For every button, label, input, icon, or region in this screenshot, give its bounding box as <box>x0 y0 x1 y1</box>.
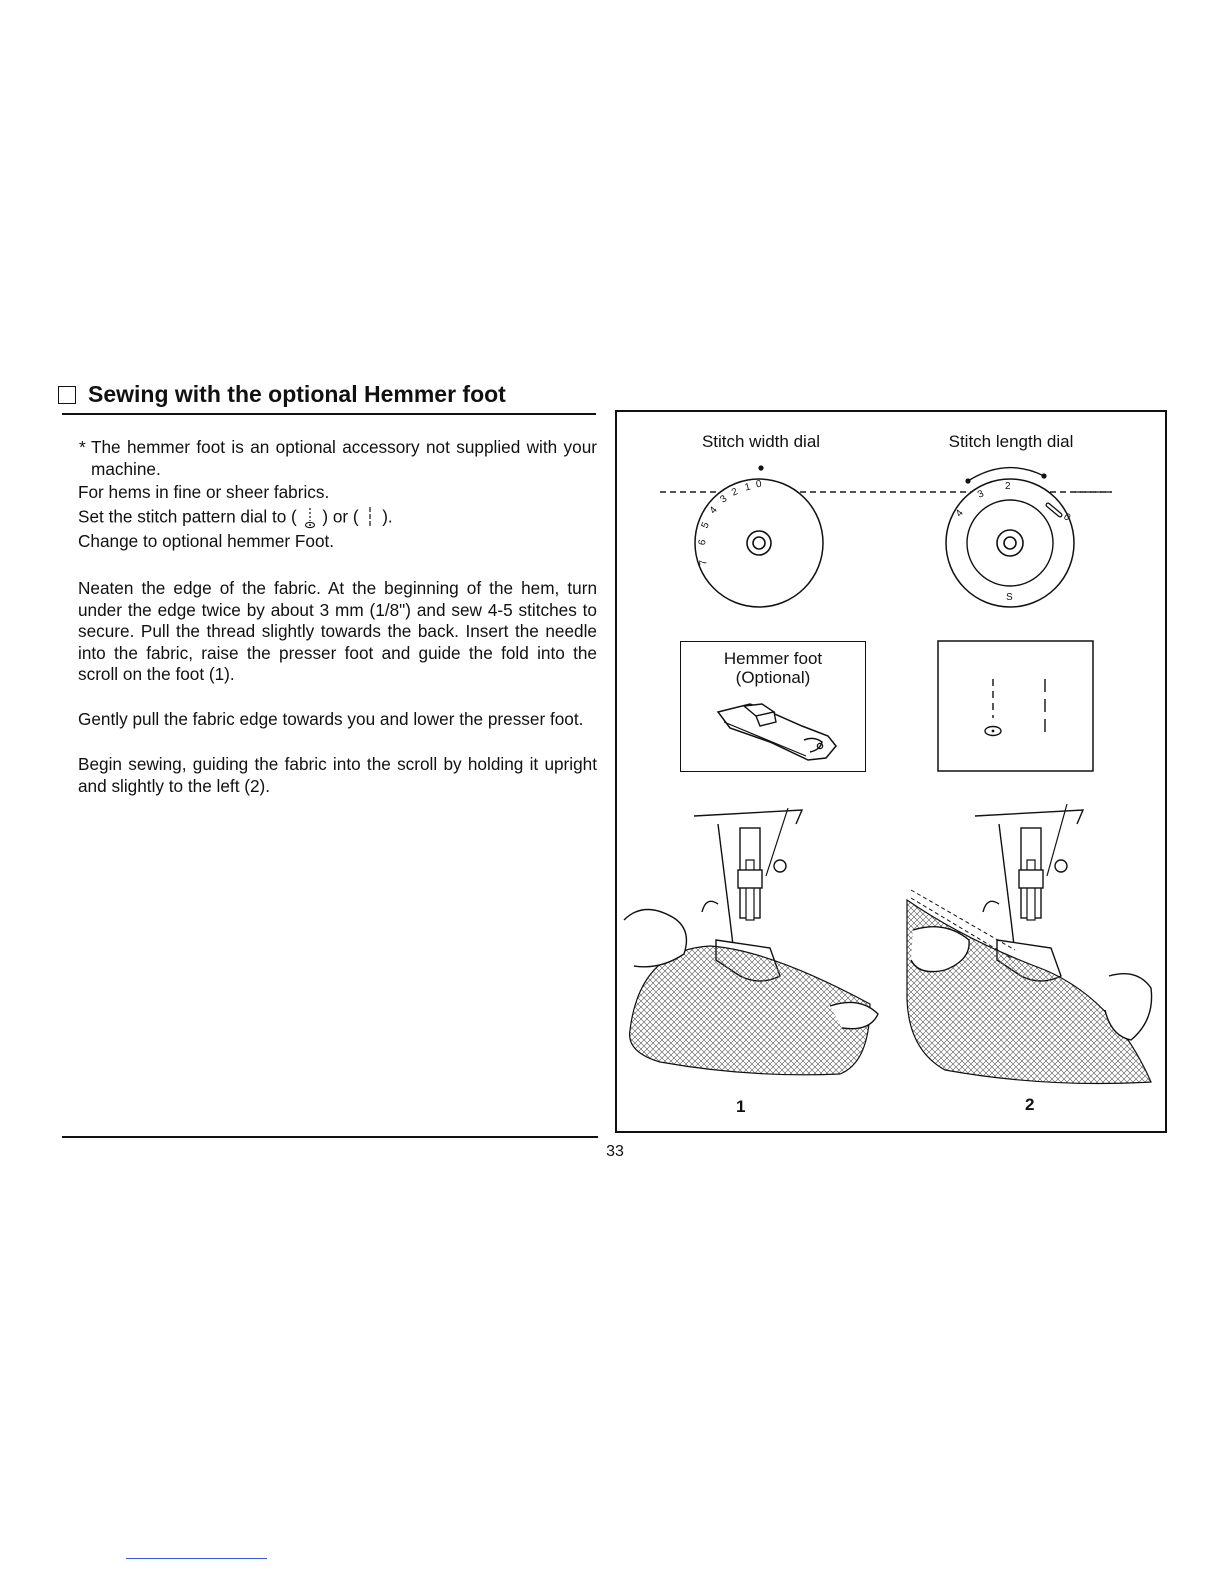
width-dial-mark: 2 <box>730 486 740 499</box>
section-title: Sewing with the optional Hemmer foot <box>88 381 506 407</box>
fabrics-line: For hems in fine or sheer fabrics. <box>78 482 330 502</box>
bottom-rule <box>62 1136 598 1138</box>
stitch-pattern-suffix: ). <box>382 506 393 527</box>
note-asterisk: * <box>79 437 86 457</box>
length-dial-mark: 0 <box>1061 511 1073 524</box>
step-2-number: 2 <box>1025 1095 1035 1114</box>
width-dial-mark: 5 <box>699 520 712 531</box>
neaten-paragraph: Neaten the edge of the fabric. At the beginning of the hem, turn under the edge twice by about 3 mm (1/8") and sew 4-5 stitches to secure. Pull the thread slightly towards the back. Insert the needle into the fabric, raise the presser foot and guide the fold into the scroll on the foot (1). <box>78 578 597 684</box>
length-dial-mark: 3 <box>975 488 986 501</box>
width-dial-mark: 7 <box>698 559 710 566</box>
pull-fabric-paragraph: Gently pull the fabric edge towards you and lower the presser foot. <box>78 709 584 729</box>
width-dial-mark: 1 <box>743 481 752 494</box>
dashed-stitch-buttonhole-icon <box>304 506 316 530</box>
bottom-divider <box>126 1558 267 1559</box>
width-dial-mark: 3 <box>718 493 730 506</box>
stitch-pattern-mid: ) or ( <box>322 506 359 527</box>
stitch-pattern-prefix: Set the stitch pattern dial to ( <box>78 506 297 527</box>
stitch-width-dial-label: Stitch width dial <box>701 432 821 451</box>
step-1-number: 1 <box>736 1097 746 1116</box>
stitch-pattern-line <box>78 506 393 530</box>
hemmer-foot-label: Hemmer foot <box>723 649 823 668</box>
width-dial-mark: 4 <box>707 504 720 517</box>
stitch-length-dial-label: Stitch length dial <box>948 432 1074 451</box>
page-number: 33 <box>606 1143 624 1160</box>
width-dial-mark: 0 <box>755 478 763 491</box>
optional-accessory-note: The hemmer foot is an optional accessory not supplied with your machine. <box>91 437 597 479</box>
heading-checkbox-icon <box>58 386 76 404</box>
change-foot-line: Change to optional hemmer Foot. <box>78 531 335 551</box>
length-dial-mark: S <box>1006 592 1013 603</box>
heading-rule <box>62 413 596 415</box>
length-dial-mark: 2 <box>1005 481 1011 492</box>
hemmer-foot-icon <box>710 700 840 766</box>
step-2-illustration <box>905 800 1160 1090</box>
begin-sewing-paragraph: Begin sewing, guiding the fabric into the scroll by holding it upright and slightly to the left (2). <box>78 754 597 796</box>
hemmer-optional-label: (Optional) <box>735 668 811 687</box>
width-dial-mark: 6 <box>696 538 709 547</box>
length-dial-mark: 4 <box>953 507 966 520</box>
step-1-illustration <box>620 800 885 1090</box>
straight-stitch-icon <box>365 506 375 530</box>
